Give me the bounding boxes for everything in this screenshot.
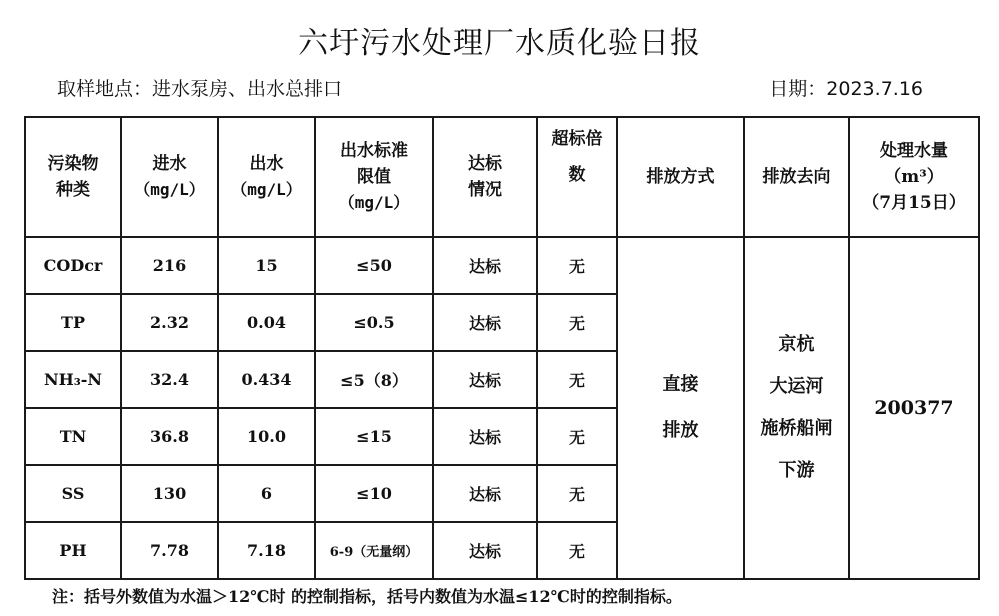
compliance-cell: 达标 — [433, 351, 537, 408]
pollutant-cell: CODcr — [25, 237, 121, 294]
sampling-location: 取样地点：进水泵房、出水总排口 — [57, 78, 343, 100]
influent-cell: 130 — [121, 465, 218, 522]
pollutant-cell: NH₃-N — [25, 351, 121, 408]
header-volume: 处理水量 （m³） （7月15日） — [849, 117, 979, 237]
standard-cell: ≤10 — [315, 465, 433, 522]
header-discharge-method: 排放方式 — [617, 117, 744, 237]
header-effluent: 出水 （mg/L） — [218, 117, 315, 237]
header-standard: 出水标准 限值 （mg/L） — [315, 117, 433, 237]
influent-cell: 2.32 — [121, 294, 218, 351]
discharge-method-cell: 直接 排放 — [617, 237, 744, 579]
pollutant-cell: TP — [25, 294, 121, 351]
compliance-cell: 达标 — [433, 465, 537, 522]
influent-cell: 36.8 — [121, 408, 218, 465]
discharge-destination-cell: 京杭 大运河 施桥船闸 下游 — [744, 237, 849, 579]
treated-volume-cell: 200377 — [849, 237, 979, 579]
exceed-cell: 无 — [537, 237, 617, 294]
pollutant-cell: TN — [25, 408, 121, 465]
compliance-cell: 达标 — [433, 237, 537, 294]
header-influent: 进水 （mg/L） — [121, 117, 218, 237]
exceed-cell: 无 — [537, 351, 617, 408]
standard-cell: ≤5（8） — [315, 351, 433, 408]
report-date: 日期：2023.7.16 — [769, 78, 923, 100]
effluent-cell: 15 — [218, 237, 315, 294]
influent-cell: 32.4 — [121, 351, 218, 408]
header-pollutant: 污染物 种类 — [25, 117, 121, 237]
report-title: 六圩污水处理厂水质化验日报 — [298, 26, 701, 61]
influent-cell: 216 — [121, 237, 218, 294]
effluent-cell: 0.04 — [218, 294, 315, 351]
table-header-row — [25, 117, 979, 237]
pollutant-cell: SS — [25, 465, 121, 522]
effluent-cell: 6 — [218, 465, 315, 522]
standard-cell: ≤0.5 — [315, 294, 433, 351]
compliance-cell: 达标 — [433, 522, 537, 579]
effluent-cell: 10.0 — [218, 408, 315, 465]
exceed-cell: 无 — [537, 294, 617, 351]
header-exceed: 超标倍 数 — [537, 117, 617, 237]
standard-cell: ≤50 — [315, 237, 433, 294]
compliance-cell: 达标 — [433, 408, 537, 465]
standard-cell: ≤15 — [315, 408, 433, 465]
effluent-cell: 7.18 — [218, 522, 315, 579]
influent-cell: 7.78 — [121, 522, 218, 579]
effluent-cell: 0.434 — [218, 351, 315, 408]
exceed-cell: 无 — [537, 522, 617, 579]
compliance-cell: 达标 — [433, 294, 537, 351]
exceed-cell: 无 — [537, 465, 617, 522]
standard-cell: 6-9（无量纲） — [315, 522, 433, 579]
water-quality-table — [24, 116, 980, 580]
exceed-cell: 无 — [537, 408, 617, 465]
footnote: 注：括号外数值为水温＞12℃时 的控制指标，括号内数值为水温≤12℃时的控制指标。 — [52, 587, 682, 606]
header-compliance: 达标 情况 — [433, 117, 537, 237]
table-row — [25, 237, 979, 294]
header-discharge-destination: 排放去向 — [744, 117, 849, 237]
pollutant-cell: PH — [25, 522, 121, 579]
